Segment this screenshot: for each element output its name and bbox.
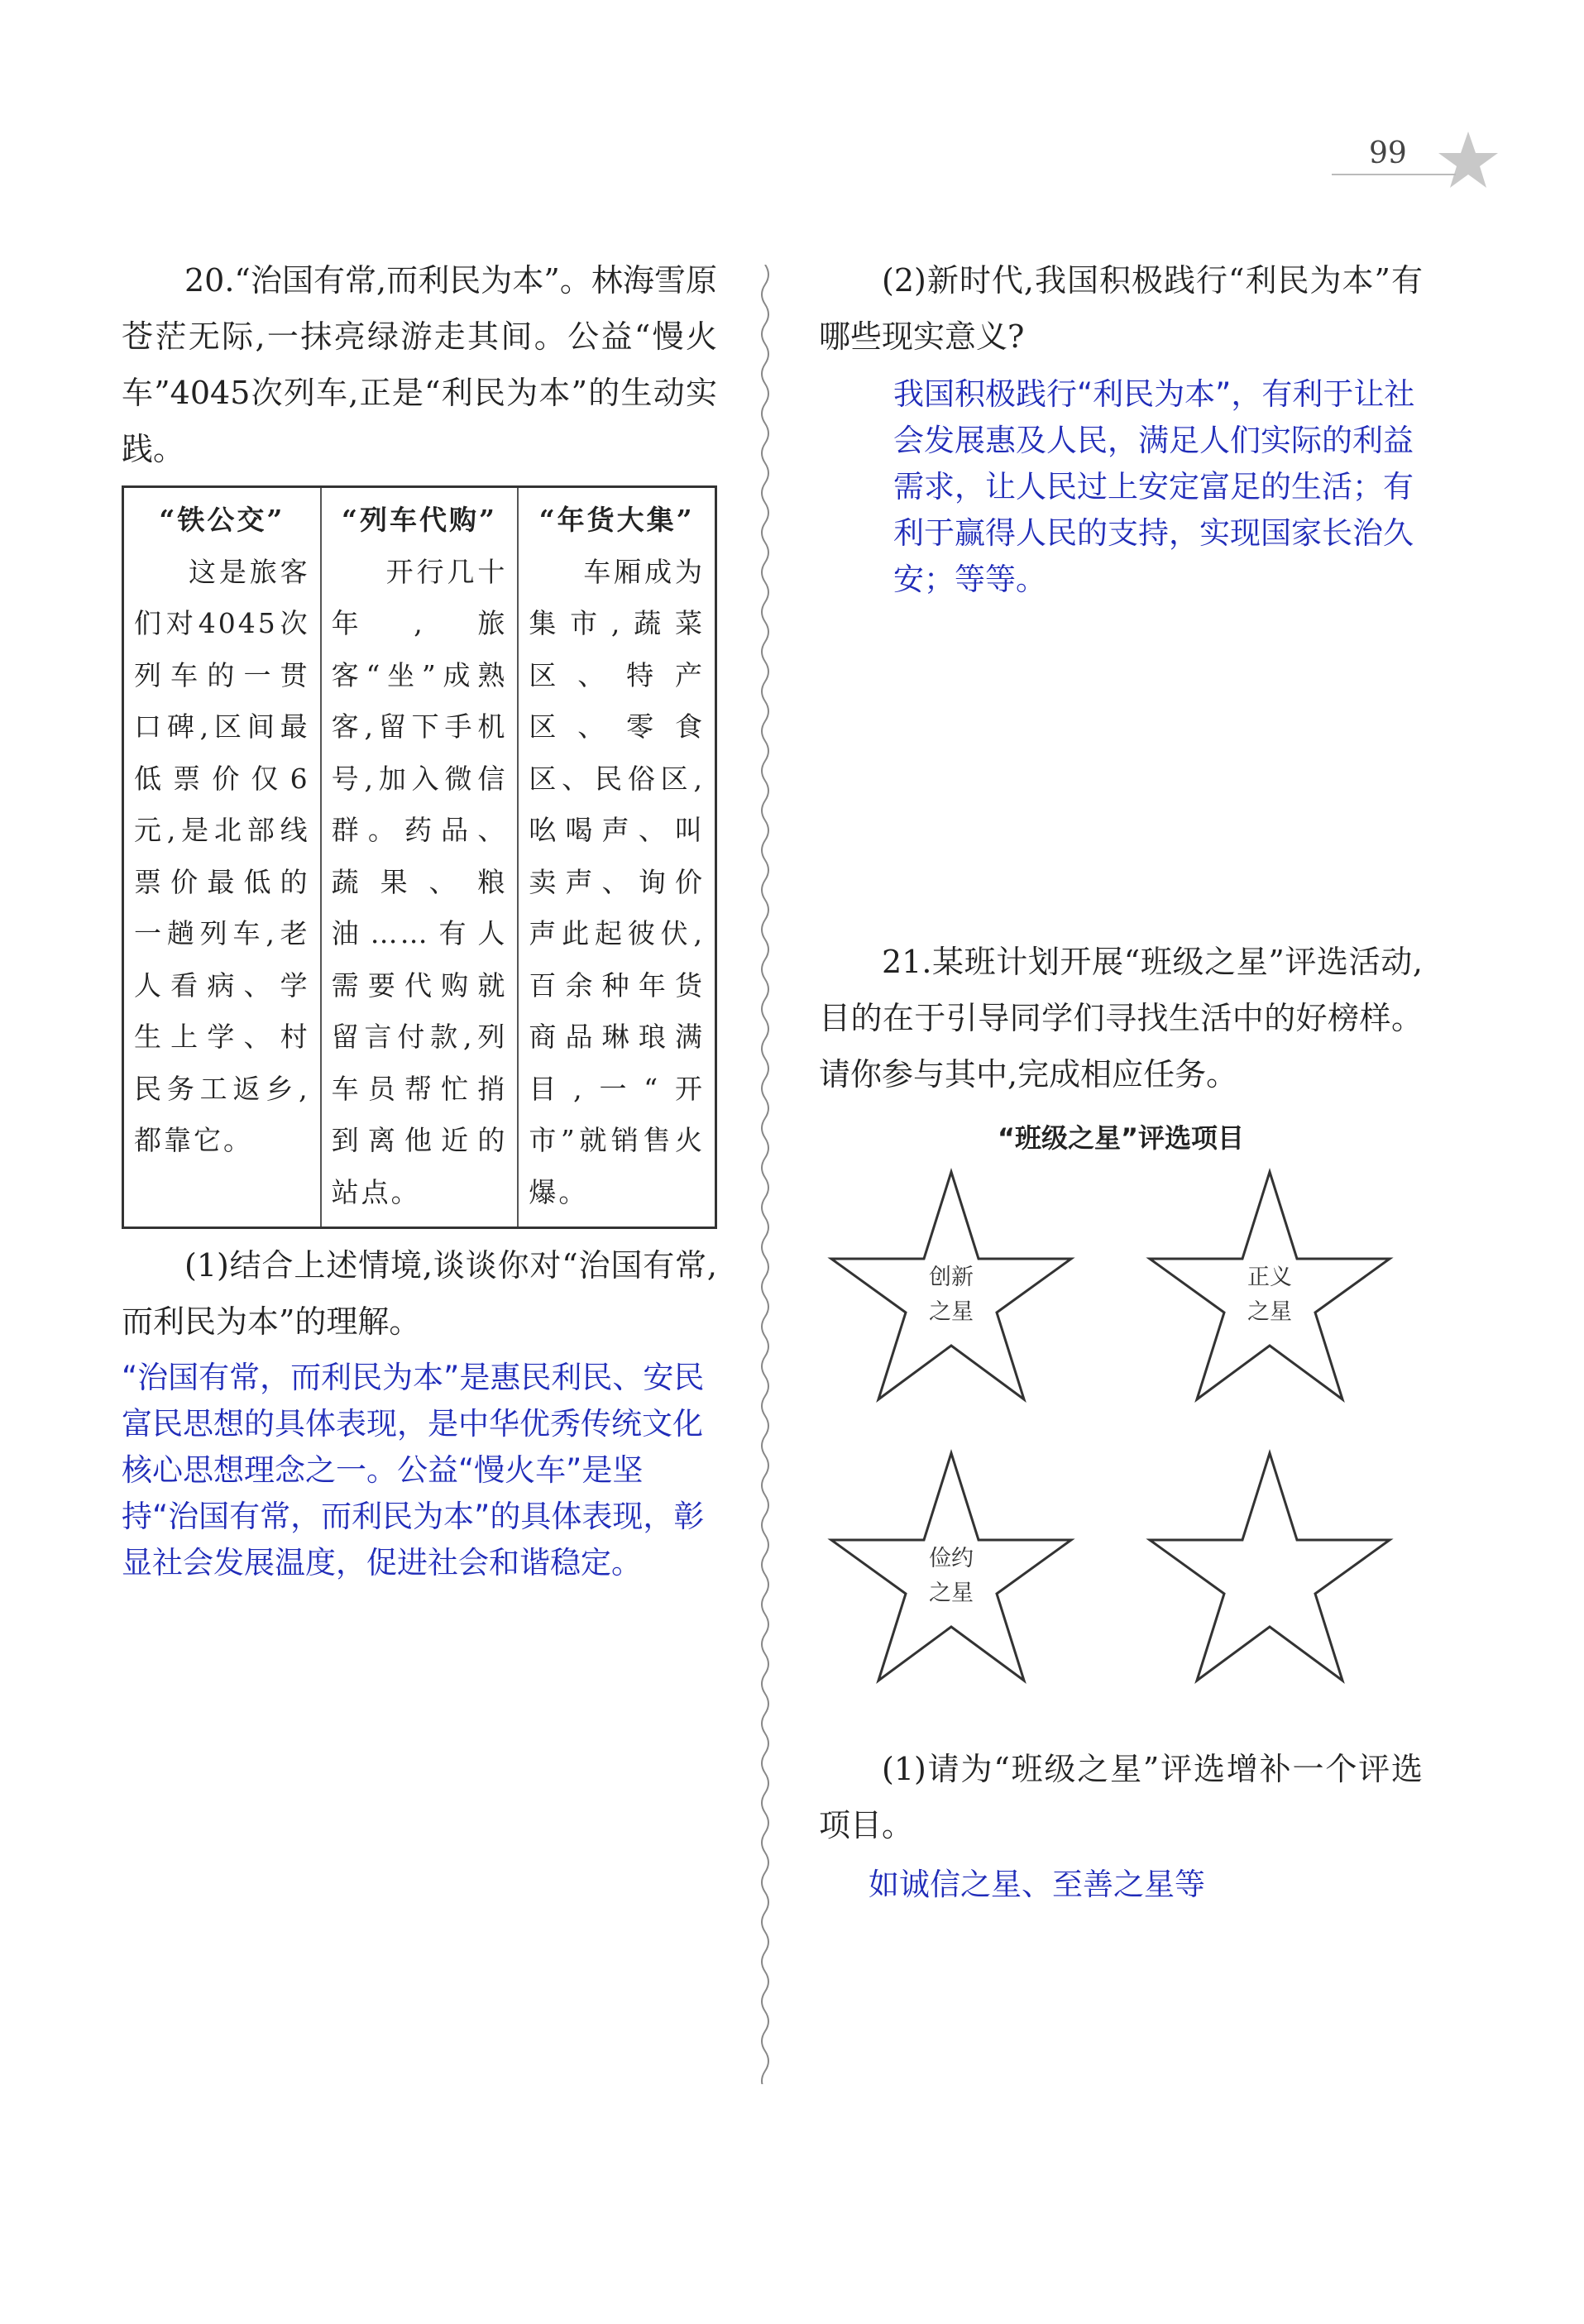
table-col-heading: “铁公交” — [159, 504, 285, 536]
table-col-body: 开行几十年,旅客“坐”成熟客,留下手机号,加入微信群。药品、蔬果、粮油……有人需要代购就留言付款,列车员帮忙捎到离他近的站点。 — [331, 555, 508, 1208]
right-column — [819, 252, 1423, 1908]
star-grid — [819, 1164, 1423, 1734]
table-col-3 — [519, 488, 715, 1227]
page-star-icon — [1435, 128, 1501, 194]
q20-intro: 20.“治国有常,而利民为本”。林海雪原苍茫无际,一抹亮绿游走其间。公益“慢火车”4045次列车,正是“利民为本”的生动实践。 — [122, 262, 717, 467]
table-col-heading: “年货大集” — [538, 504, 695, 536]
table-col-heading: “列车代购” — [342, 504, 497, 536]
table-col-2 — [322, 488, 519, 1227]
star-blank — [1137, 1445, 1402, 1701]
star-innovation — [819, 1164, 1084, 1420]
page-number: 99 — [1369, 136, 1407, 170]
table-col-body: 车厢成为集市,蔬菜区、特产区、零食区、民俗区,吆喝声、叫卖声、询价声此起彼伏,百余种年货商品琳琅满目,一“开市”就销售火爆。 — [529, 555, 706, 1208]
q20-answer2: 我国积极践行“利民为本”，有利于让社会发展惠及人民，满足人们实际的利益需求，让人民过上安定富足的生活；有利于赢得人民的支持，实现国家长治久安；等等。 — [893, 376, 1415, 597]
figure-title: “班级之星”评选项目 — [997, 1122, 1245, 1154]
star-label-line1: 正义 — [1247, 1265, 1292, 1290]
star-label-line2: 之星 — [929, 1299, 974, 1325]
star-label-line1: 创新 — [929, 1265, 974, 1290]
q21-answer1: 如诚信之星、至善之星等 — [869, 1867, 1205, 1902]
star-label-line2: 之星 — [1247, 1299, 1292, 1325]
star-justice — [1137, 1164, 1402, 1420]
star-thrift — [819, 1445, 1084, 1701]
q21-intro: 21.某班计划开展“班级之星”评选活动,目的在于引导同学们寻找生活中的好榜样。请你参与其中,完成相应任务。 — [819, 944, 1423, 1093]
q20-answer1: “治国有常，而利民为本”是惠民利民、安民富民思想的具体表现，是中华优秀传统文化核心思想理念之一。公益“慢火车”是坚持“治国有常，而利民为本”的具体表现，彰显社会发展温度，促进社会和谐稳定。 — [122, 1360, 705, 1580]
star-label-line2: 之星 — [929, 1580, 974, 1606]
star-label-line1: 俭约 — [929, 1546, 974, 1571]
column-divider — [757, 265, 773, 2084]
star-outline-icon — [1137, 1445, 1402, 1701]
q21-sub1: (1)请为“班级之星”评选增补一个评选项目。 — [819, 1751, 1423, 1843]
header-rule — [1332, 174, 1456, 175]
table-col-body: 这是旅客们对4045次列车的一贯口碑,区间最低票价仅6元,是北部线票价最低的一趟列车,老人看病、学生上学、村民务工返乡,都靠它。 — [134, 555, 310, 1156]
left-column — [122, 252, 717, 1586]
q20-material-table — [122, 485, 717, 1229]
q20-sub2: (2)新时代,我国积极践行“利民为本”有哪些现实意义? — [819, 262, 1423, 355]
table-col-1 — [124, 488, 322, 1227]
q20-sub1: (1)结合上述情境,谈谈你对“治国有常,而利民为本”的理解。 — [122, 1247, 717, 1340]
